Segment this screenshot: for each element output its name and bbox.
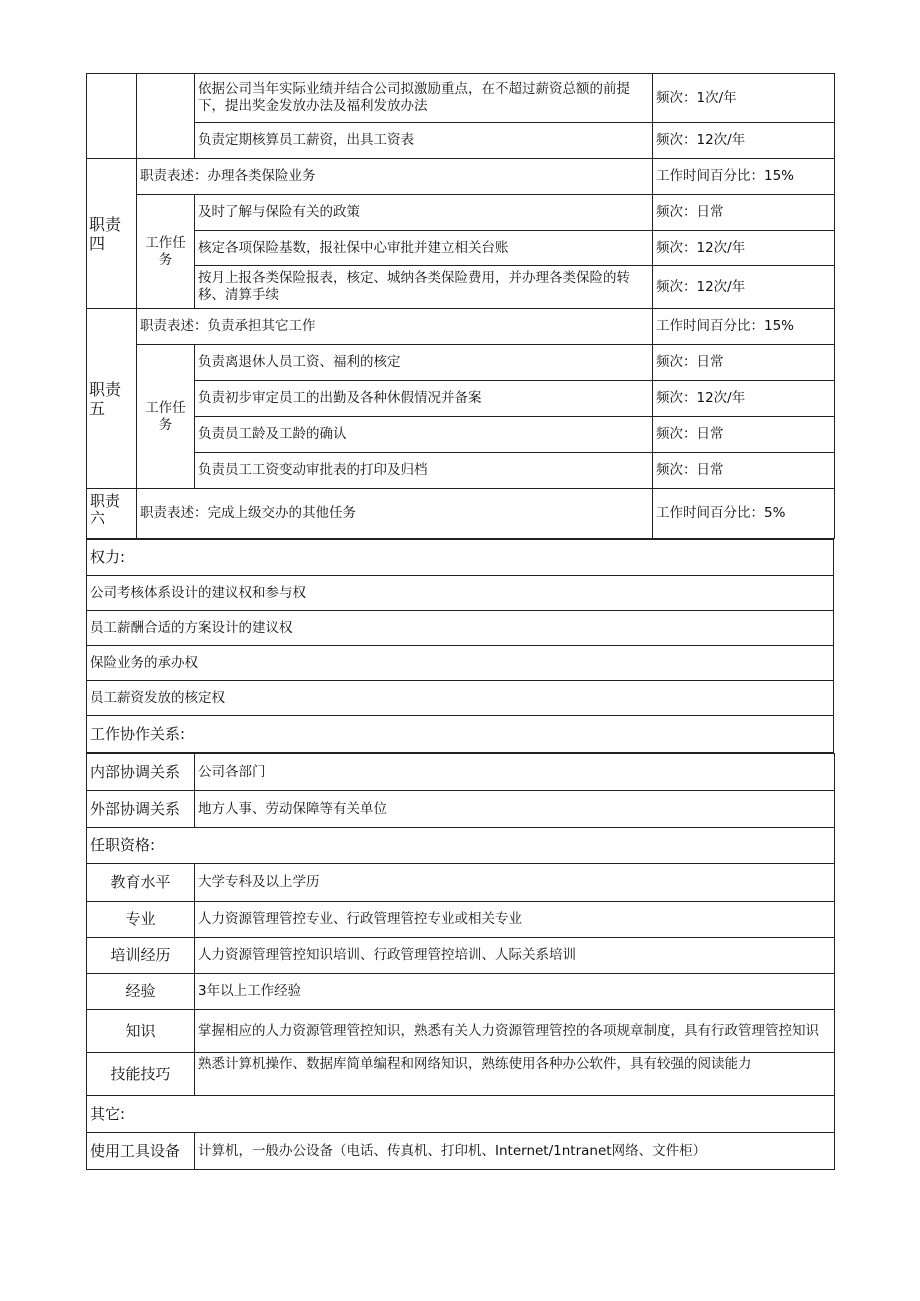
qualification-label: 技能技巧 [87, 1053, 195, 1096]
task-frequency: 频次：日常 [653, 453, 835, 489]
task-text: 核定各项保险基数，报社保中心审批并建立相关台账 [195, 231, 653, 266]
duty3-task-row [87, 123, 835, 159]
qualification-value: 熟悉计算机操作、数据库简单编程和网络知识，熟练使用各种办公软件，具有较强的阅读能力 [195, 1053, 835, 1096]
qualification-label: 教育水平 [87, 864, 195, 902]
duty3-label-cell [87, 74, 137, 159]
relations-table [86, 753, 835, 1170]
task-text: 负责离退休人员工资、福利的核定 [195, 345, 653, 381]
duty5-task-row [87, 453, 835, 489]
power-item: 员工薪酬合适的方案设计的建议权 [87, 611, 834, 646]
duty4-task-row [87, 231, 835, 266]
duty6-row [87, 489, 835, 539]
task-frequency: 频次：12次/年 [653, 231, 835, 266]
relations-title: 工作协作关系: [87, 716, 834, 753]
tools-value: 计算机，一般办公设备（电话、传真机、打印机、Internet/1ntranet网络、文件柜） [195, 1133, 835, 1170]
other-title: 其它: [87, 1096, 835, 1133]
task-frequency: 频次：日常 [653, 417, 835, 453]
task-frequency: 频次：日常 [653, 345, 835, 381]
task-text: 依据公司当年实际业绩并结合公司拟激励重点，在不超过薪资总额的前提下，提出奖金发放办法及福利发放办法 [195, 74, 653, 123]
duty5-desc-row [87, 309, 835, 345]
qualification-value: 大学专科及以上学历 [195, 864, 835, 902]
duty5-task-row [87, 381, 835, 417]
qualification-label: 专业 [87, 902, 195, 938]
task-text: 按月上报各类保险报表，核定、城纳各类保险费用，并办理各类保险的转移、清算手续 [195, 266, 653, 309]
qualification-value: 人力资源管理管控知识培训、行政管理管控培训、人际关系培训 [195, 938, 835, 974]
qualification-value: 掌握相应的人力资源管理管控知识，熟悉有关人力资源管理管控的各项规章制度，具有行政管理管控知识 [195, 1010, 835, 1053]
duty5-description: 职责表述：负责承担其它工作 [137, 309, 653, 345]
duty6-percent: 工作时间百分比：5% [653, 489, 835, 539]
qualification-label: 经验 [87, 974, 195, 1010]
duty4-percent: 工作时间百分比：15% [653, 159, 835, 195]
task-text: 负责员工工资变动审批表的打印及归档 [195, 453, 653, 489]
power-item: 公司考核体系设计的建议权和参与权 [87, 576, 834, 611]
task-text: 负责初步审定员工的出勤及各种休假情况并备案 [195, 381, 653, 417]
qualification-value: 3年以上工作经验 [195, 974, 835, 1010]
duty5-task-row [87, 417, 835, 453]
power-item: 员工薪资发放的核定权 [87, 681, 834, 716]
duty3-task-row [87, 74, 835, 123]
qualification-label: 培训经历 [87, 938, 195, 974]
tools-label: 使用工具设备 [87, 1133, 195, 1170]
duty4-task-label: 工作任务 [137, 195, 195, 309]
qualification-value: 人力资源管理管控专业、行政管理管控专业或相关专业 [195, 902, 835, 938]
task-frequency: 频次：12次/年 [653, 266, 835, 309]
task-text: 及时了解与保险有关的政策 [195, 195, 653, 231]
task-frequency: 频次：1次/年 [653, 74, 835, 123]
internal-relation-label: 内部协调关系 [87, 754, 195, 791]
duty4-task-row [87, 195, 835, 231]
duty5-task-label: 工作任务 [137, 345, 195, 489]
duty3-task-label-cell [137, 74, 195, 159]
duty6-description: 职责表述：完成上级交办的其他任务 [137, 489, 653, 539]
task-frequency: 频次：12次/年 [653, 123, 835, 159]
duty4-desc-row [87, 159, 835, 195]
duties-table [86, 73, 835, 539]
duty4-task-row [87, 266, 835, 309]
internal-relation-value: 公司各部门 [195, 754, 835, 791]
external-relation-label: 外部协调关系 [87, 791, 195, 828]
duty4-description: 职责表述：办理各类保险业务 [137, 159, 653, 195]
task-text: 负责定期核算员工薪资，出具工资表 [195, 123, 653, 159]
task-text: 负责员工龄及工龄的确认 [195, 417, 653, 453]
power-table [86, 539, 834, 753]
duty5-task-row [87, 345, 835, 381]
qualification-label: 知识 [87, 1010, 195, 1053]
duty5-percent: 工作时间百分比：15% [653, 309, 835, 345]
duty5-label: 职责五 [87, 309, 137, 489]
task-frequency: 频次：日常 [653, 195, 835, 231]
duty6-label: 职责六 [87, 489, 137, 539]
qualifications-title: 任职资格: [87, 828, 835, 864]
job-description-document [86, 73, 834, 1169]
external-relation-value: 地方人事、劳动保障等有关单位 [195, 791, 835, 828]
power-item: 保险业务的承办权 [87, 646, 834, 681]
duty4-label: 职责四 [87, 159, 137, 309]
task-frequency: 频次：12次/年 [653, 381, 835, 417]
power-title: 权力: [87, 540, 834, 576]
